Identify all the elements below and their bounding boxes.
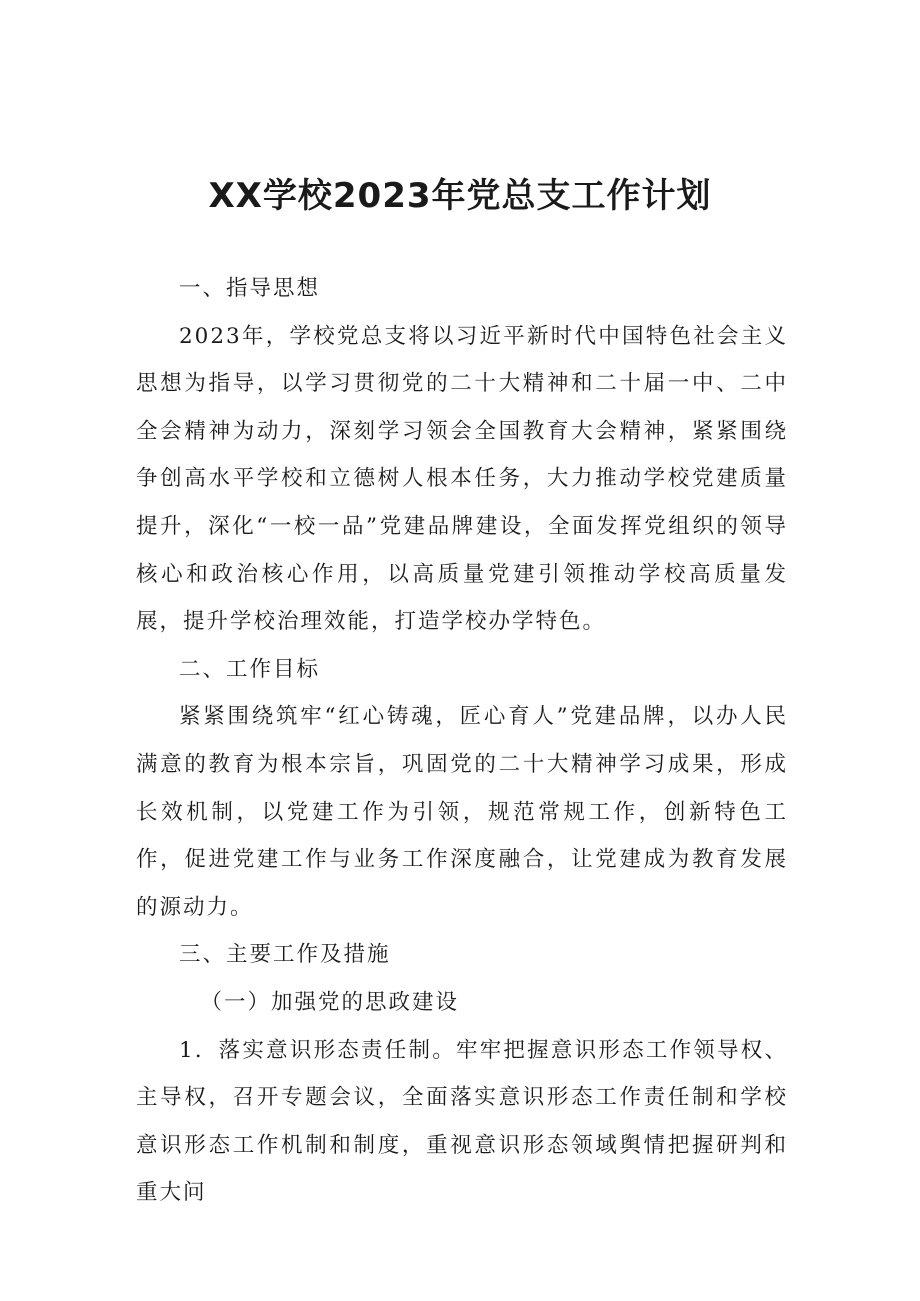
section-heading-work-goals: 二、工作目标 — [179, 656, 321, 682]
section-heading-main-work: 三、主要工作及措施 — [179, 942, 391, 968]
document-body — [136, 265, 788, 1217]
document-title: XX学校2023年党总支工作计划 — [208, 176, 712, 216]
paragraph-work-goals: 紧紧围绕筑牢“红心铸魂，匠心育人”党建品牌，以办人民满意的教育为根本宗旨，巩固党的二十大精神学习成果，形成长效机制，以党建工作为引领，规范常规工作，创新特色工作，促进党建工作与业务工作深度融合，让党建成为教育发展的源动力。 — [136, 704, 788, 920]
paragraph-item-ideology-responsibility: 1．落实意识形态责任制。牢牢把握意识形态工作领导权、主导权，召开专题会议，全面落实意识形态工作责任制和学校意识形态工作机制和制度，重视意识形态领域舆情把握研判和重大问 — [136, 1037, 788, 1206]
paragraph-guiding-ideology: 2023年，学校党总支将以习近平新时代中国特色社会主义思想为指导，以学习贯彻党的二十大精神和二十届一中、二中全会精神为动力，深刻学习领会全国教育大会精神，紧紧围绕争创高水平学校和立德树人根本任务，大力推动学校党建质量提升，深化“一校一品”党建品牌建设，全面发挥党组织的领导核心和政治核心作用，以高质量党建引领推动学校高质量发展，提升学校治理效能，打造学校办学特色。 — [136, 323, 788, 635]
subsection-heading-ideological-building: （一）加强党的思政建设 — [200, 989, 460, 1015]
section-heading-guiding-ideology: 一、指导思想 — [179, 276, 321, 301]
